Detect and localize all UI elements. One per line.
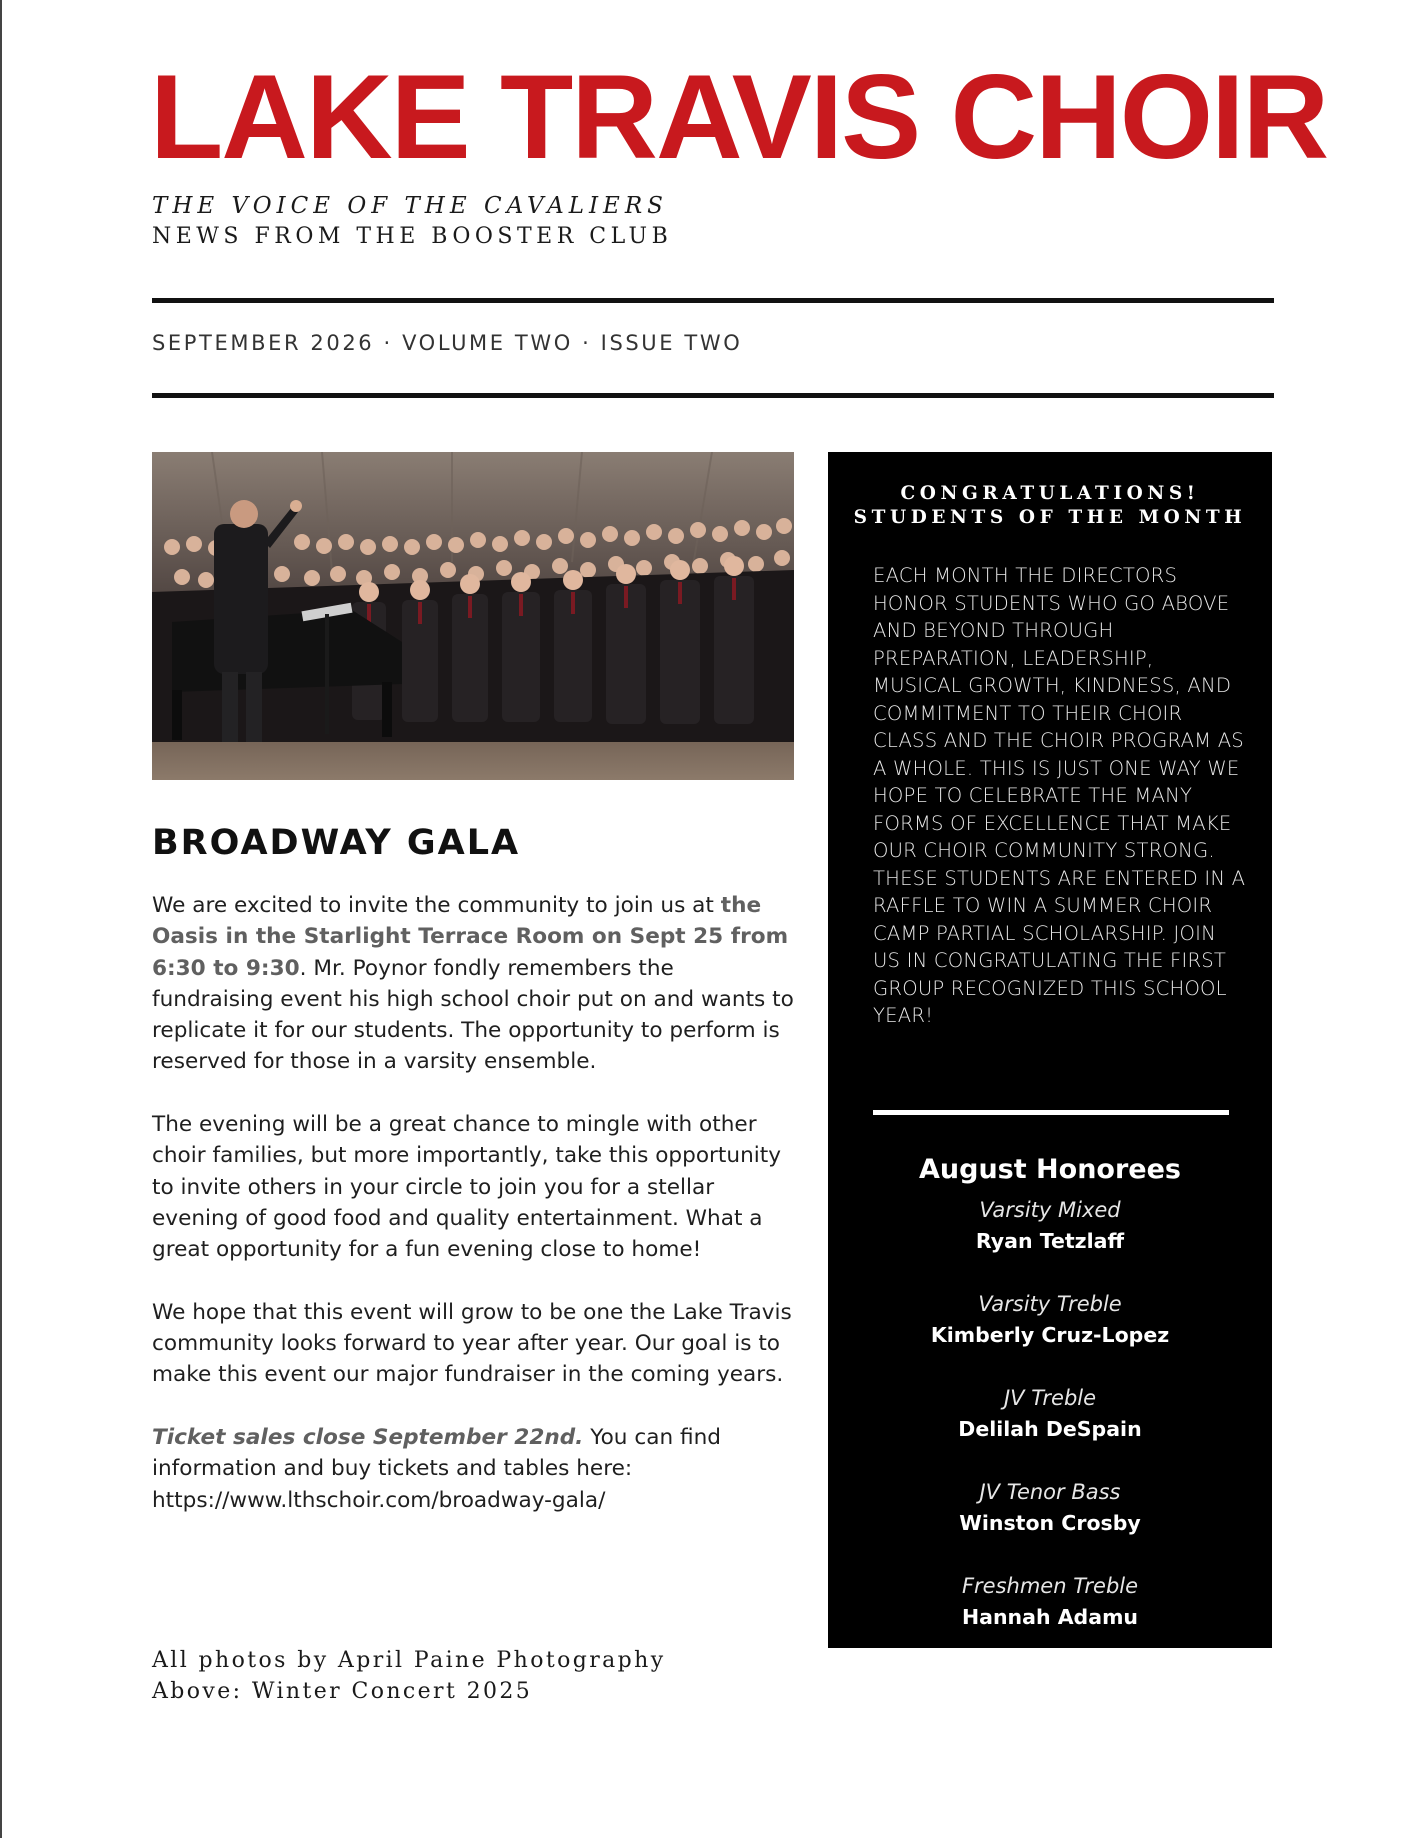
panel-description: EACH MONTH THE DIRECTORS HONOR STUDENTS WHO GO ABOVE AND BEYOND THROUGH PREPARATION, LEADERSHIP, MUSICAL GROWTH, KINDNESS, AND COMMITMENT TO THEIR CHOIR CLASS AND THE CHOIR PROGRAM AS A WHOLE. THIS IS JUST ONE WAY WE HOPE TO CELEBRATE THE MANY FORMS OF EXCELLENCE THAT MAKE OUR CHOIR COMMUNITY STRONG. THESE STUDENTS ARE ENTERED IN A RAFFLE TO WIN A SUMMER CHOIR CAMP PARTIAL SCHOLARSHIP. JOIN US IN CONGRATULATING THE FIRST GROUP RECOGNIZED THIS SCHOOL YEAR! xyxy=(873,564,1246,1027)
article-paragraph xyxy=(152,890,802,1078)
honoree xyxy=(828,1476,1272,1570)
panel-heading-line: CONGRATULATIONS! xyxy=(900,483,1200,504)
honoree xyxy=(828,1288,1272,1382)
tagline: THE VOICE OF THE CAVALIERS xyxy=(152,193,668,219)
students-of-month-panel xyxy=(828,452,1272,1648)
panel-heading-line: STUDENTS OF THE MONTH xyxy=(853,507,1247,528)
bottom-divider xyxy=(152,393,1274,398)
honoree-name: Delilah DeSpain xyxy=(958,1417,1142,1441)
honorees-title: August Honorees xyxy=(919,1154,1181,1185)
credit-line: All photos by April Paine Photography xyxy=(152,1648,666,1673)
panel-heading xyxy=(828,482,1272,530)
article-paragraph: The evening will be a great chance to mingle with other choir families, but more importantly, take this opportunity to invite others in your circle to join you for a stellar evening of good food and quality entertainment. What a great opportunity for a fun evening close to home! xyxy=(152,1112,782,1263)
honoree-ensemble: Varsity Mixed xyxy=(979,1198,1121,1222)
honoree-ensemble: JV Tenor Bass xyxy=(979,1480,1121,1504)
panel-divider xyxy=(873,1110,1229,1115)
honoree-name: Hannah Adamu xyxy=(961,1605,1139,1629)
ticket-deadline: Ticket sales close September 22nd. xyxy=(152,1425,584,1451)
honoree-name: Kimberly Cruz-Lopez xyxy=(930,1323,1170,1347)
paragraph-text: . Mr. Poynor fondly remembers the fundraising event his high school choir put on and wants to replicate it for our students. The opportunity to perform is reserved for those in a varsity ensemble. xyxy=(152,955,794,1075)
honoree-ensemble: Varsity Treble xyxy=(978,1292,1122,1316)
caption-line: Above: Winter Concert 2025 xyxy=(152,1679,533,1704)
paragraph-text: We are excited to invite the community to join us at xyxy=(152,893,721,918)
article-title: BROADWAY GALA xyxy=(152,823,521,863)
top-divider xyxy=(152,298,1274,303)
honorees-list xyxy=(828,1194,1272,1664)
honoree-name: Ryan Tetzlaff xyxy=(975,1229,1125,1253)
article-paragraph xyxy=(152,1422,802,1516)
ticket-info: You can find information and buy tickets and tables here: https://www.lthschoir.com/broadway-gala/ xyxy=(152,1425,721,1513)
subtagline: NEWS FROM THE BOOSTER CLUB xyxy=(152,224,673,249)
page-edge xyxy=(0,0,2,1838)
concert-photo xyxy=(152,452,794,780)
honoree-ensemble: JV Treble xyxy=(1003,1386,1097,1410)
honoree-ensemble: Freshmen Treble xyxy=(961,1574,1139,1598)
honoree xyxy=(828,1382,1272,1476)
honoree-name: Winston Crosby xyxy=(959,1511,1141,1535)
photo-credits xyxy=(152,1645,666,1707)
honoree xyxy=(828,1194,1272,1288)
article-body xyxy=(152,890,802,1547)
honoree xyxy=(828,1570,1272,1664)
issue-info: SEPTEMBER 2026 · VOLUME TWO · ISSUE TWO xyxy=(152,331,743,355)
article-paragraph: We hope that this event will grow to be one the Lake Travis community looks forward to year after year. Our goal is to make this event our major fundraiser in the coming years. xyxy=(152,1299,792,1388)
event-details: the Oasis in the Starlight Terrace Room on Sept 25 from 6:30 to 9:30 xyxy=(152,893,789,981)
masthead-title: LAKE TRAVIS CHOIR xyxy=(150,50,1328,184)
